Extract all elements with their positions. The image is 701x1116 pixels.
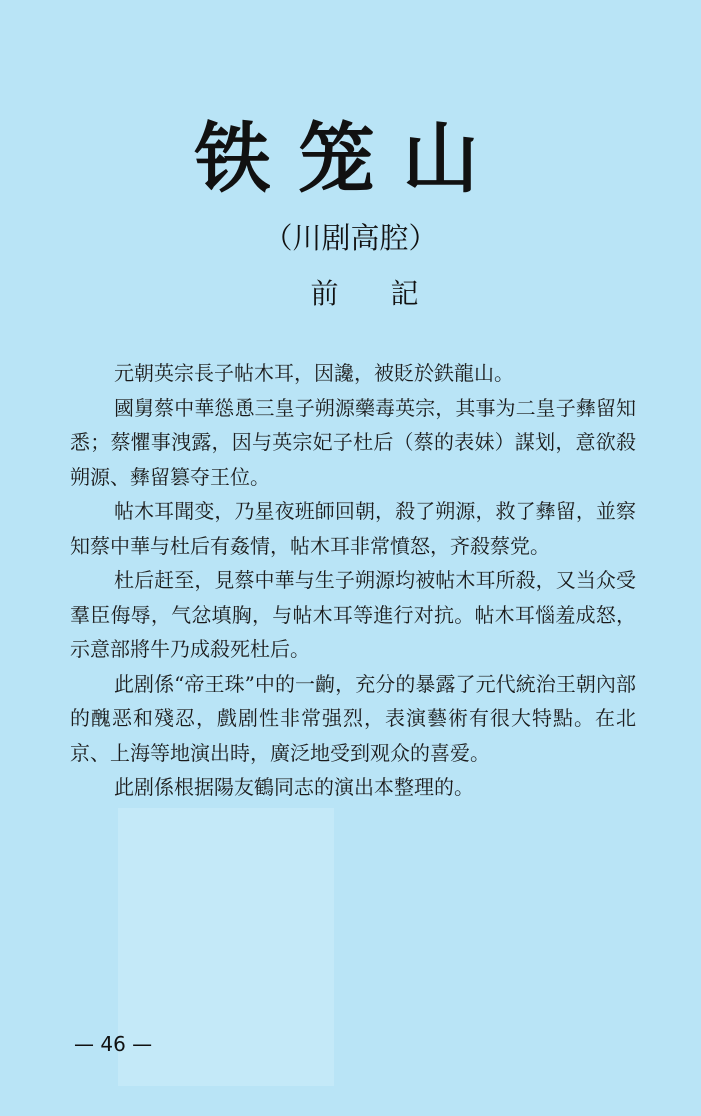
paragraph: 此剧係“帝王珠”中的一齣，充分的暴露了元代統治王朝內部的醜恶和殘忍，戲剧性非常强烈，表演藝術有很大特點。在北京、上海等地演出時，廣泛地受到观众的喜爱。	[70, 671, 636, 765]
page-title: 铁笼山	[194, 114, 507, 203]
paragraph: 帖木耳聞变，乃星夜班師回朝，殺了朔源，救了彝留，並察知蔡中華与杜后有姦情，帖木耳非常憤怒，齐殺蔡党。	[70, 499, 636, 558]
page-number: — 46 —	[74, 1032, 153, 1056]
paragraph: 國舅蔡中華慫恿三皇子朔源藥毒英宗，其事为二皇子彝留知悉；蔡懼事洩露，因与英宗妃子杜后（蔡的表妹）謀划，意欲殺朔源、彝留篡夺王位。	[70, 395, 636, 489]
subtitle: （川剧高腔）	[263, 221, 438, 255]
paragraph: 杜后赶至，見蔡中華与生子朔源均被帖木耳所殺，又当众受羣臣侮辱，气忿填胸，与帖木耳等進行对抗。帖木耳惱羞成怒，示意部將牛乃成殺死杜后。	[70, 568, 636, 661]
paragraph: 此剧係根据陽友鶴同志的演出本整理的。	[114, 775, 474, 799]
paragraph: 元朝英宗長子帖木耳，因讒，被貶於鉄龍山。	[114, 361, 514, 385]
section-heading: 前記	[310, 277, 471, 310]
preface-body	[70, 356, 636, 805]
